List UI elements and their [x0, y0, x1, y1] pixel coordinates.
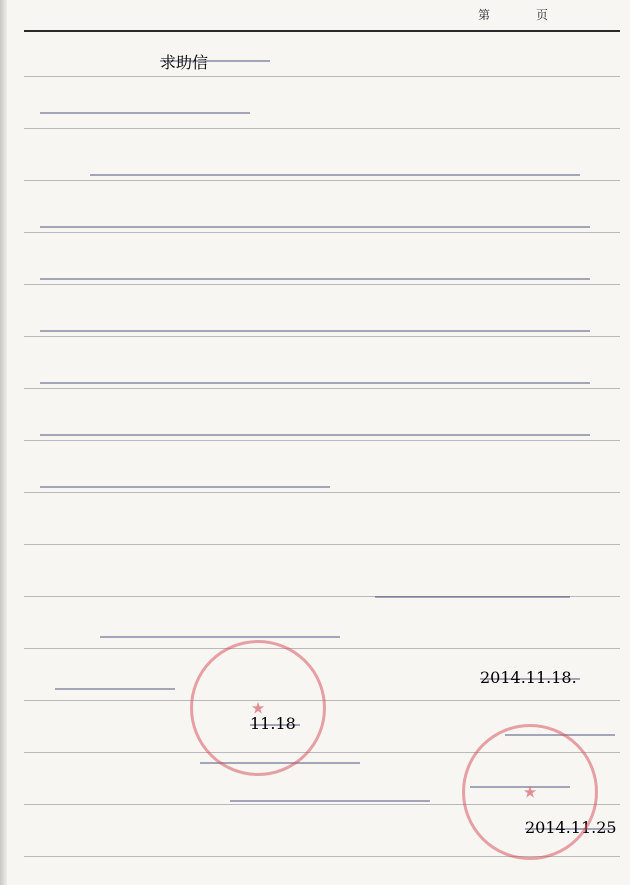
- letter-date: 2014.11.18.: [480, 668, 580, 680]
- verification-line: [55, 678, 175, 690]
- ruled-line: [24, 232, 620, 233]
- ruled-line: [24, 128, 620, 129]
- page-label-prefix: 第: [478, 8, 491, 22]
- body-line: [40, 372, 590, 384]
- verification-phone: [230, 790, 430, 802]
- ruled-line: [24, 336, 620, 337]
- body-line: [40, 268, 590, 280]
- ruled-line: [24, 648, 620, 649]
- letter-title: 求助信: [160, 50, 270, 62]
- seal-star-icon: ★: [522, 782, 538, 802]
- body-line: [40, 320, 590, 332]
- page-label-suffix: 页: [536, 8, 549, 22]
- body-line: [40, 424, 590, 436]
- ruled-line: [24, 388, 620, 389]
- ruled-line: [24, 76, 620, 77]
- binding-edge: [0, 0, 7, 885]
- header-rule: [24, 30, 620, 32]
- official-seal: [190, 640, 326, 776]
- ruled-line: [24, 284, 620, 285]
- approval-date: 2014.11.25: [525, 818, 617, 837]
- ruled-line: [24, 440, 620, 441]
- body-line: [40, 216, 590, 228]
- signer-signature: [375, 586, 570, 598]
- verification-line: [100, 626, 340, 638]
- ruled-line: [24, 544, 620, 545]
- body-line: [90, 164, 580, 176]
- seal-star-icon: ★: [250, 698, 266, 718]
- ruled-line: [24, 180, 620, 181]
- verification-date: 11.18: [250, 714, 300, 726]
- salutation: [40, 102, 250, 114]
- official-seal: [462, 724, 598, 860]
- page-number-label: [478, 6, 549, 23]
- ruled-line: [24, 492, 620, 493]
- body-line: [40, 476, 330, 488]
